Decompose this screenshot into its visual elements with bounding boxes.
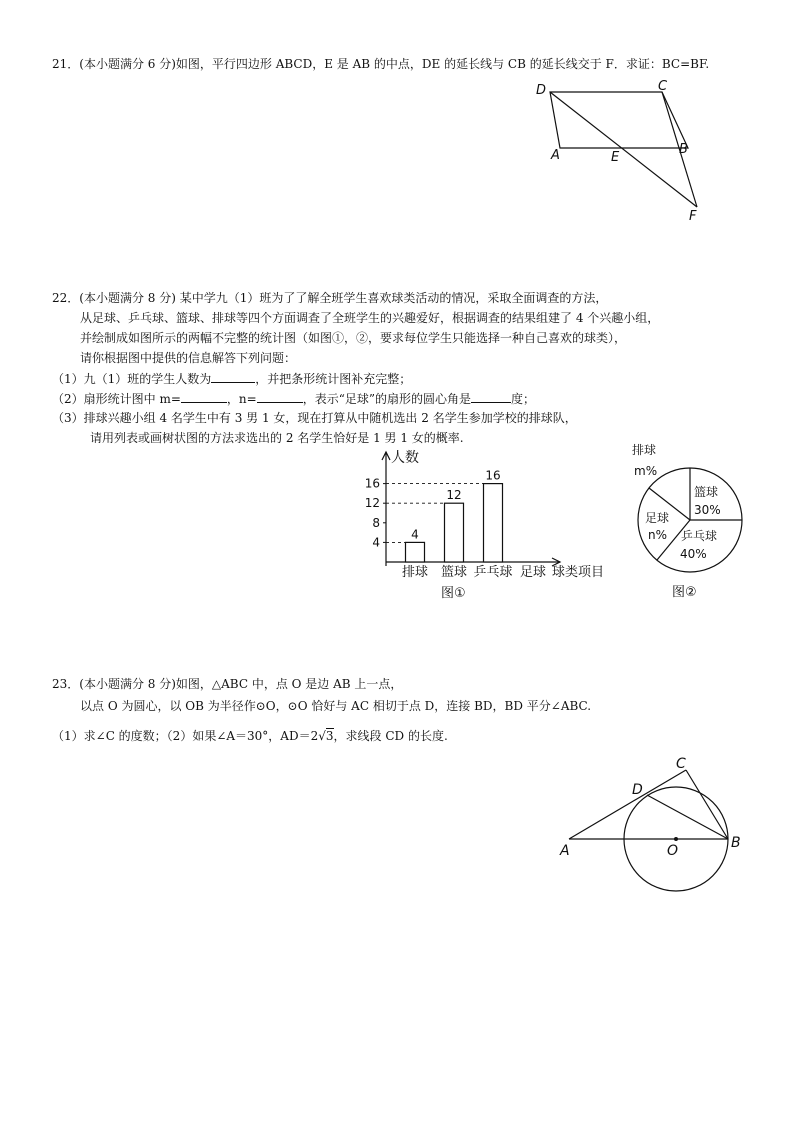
- q23-line-CB: [686, 770, 728, 839]
- bar-category-label-3: 足球: [519, 565, 547, 580]
- bar-ytick-label-16: 16: [364, 476, 380, 491]
- pie-slice-name-pingpong: 乒乓球: [681, 529, 718, 543]
- bar-value-label-0: 4: [411, 527, 419, 542]
- pie-slice-name-football: 足球: [645, 511, 670, 525]
- q23-sub-pre: （1）求∠C 的度数；（2）如果∠A＝30°，AD＝2: [52, 729, 319, 743]
- q23-line-AC: [569, 770, 686, 839]
- q22-sub2-c: ，表示“足球”的扇形的圆心角是: [302, 392, 471, 406]
- q21-label-F: F: [689, 209, 697, 224]
- q23-point-O: [674, 837, 678, 841]
- q22-sub3b: 请用列表或画树状图的方法求选出的 2 名学生恰好是 1 男 1 女的概率.: [90, 431, 464, 445]
- q23-label-B: B: [731, 835, 741, 851]
- q23-line1: 23．(本小题满分 8 分)如图，△ABC 中，点 O 是边 AB 上一点，: [52, 677, 403, 691]
- q22-line3: 并绘制成如图所示的两幅不完整的统计图（如图①，②，要求每位学生只能选择一种自己喜欢的球类），: [80, 331, 627, 345]
- bar-category-label-1: 篮球: [440, 565, 468, 580]
- q23-label-A: A: [560, 843, 570, 859]
- q22-sub2-b: ，n=: [226, 392, 257, 406]
- q21-label-B: B: [679, 142, 688, 157]
- q23-line-DB: [647, 795, 728, 839]
- q22-sub2-a: （2）扇形统计图中 m=: [52, 392, 181, 406]
- bar-ytick-label-12: 12: [364, 496, 380, 511]
- q22-sub3a: （3）排球兴趣小组 4 名学生中有 3 男 1 女，现在打算从中随机选出 2 名学生参加学校的排球队，: [52, 411, 577, 425]
- bar-category-label-0: 排球: [401, 565, 429, 580]
- q21-label-A: A: [551, 148, 560, 163]
- q23-sqrt-arg: 3: [325, 729, 334, 743]
- q22-line4: 请你根据图中提供的信息解答下列问题：: [80, 351, 297, 365]
- q22-sub1-pre: （1）九（1）班的学生人数为: [52, 372, 212, 386]
- pie-slice-name-basketball: 篮球: [694, 485, 719, 499]
- q21-label-D: D: [536, 83, 547, 98]
- q23-label-C: C: [676, 756, 686, 772]
- q21-text: 21．(本小题满分 6 分)如图，平行四边形 ABCD，E 是 AB 的中点，DE 的延长线与 CB 的延长线交于 F．求证：BC=BF.: [52, 57, 710, 71]
- q21-label-E: E: [611, 150, 620, 165]
- bar-ytick-label-8: 8: [372, 515, 380, 530]
- bar-chart-title: 图①: [441, 586, 466, 601]
- q23-line2: 以点 O 为圆心，以 OB 为半径作⊙O，⊙O 恰好与 AC 相切于点 D，连接 BD，BD 平分∠ABC.: [80, 699, 592, 713]
- bar-ytick-label-4: 4: [372, 535, 380, 550]
- bar-ylabel: 人数: [391, 450, 419, 466]
- pie-slice-label-basketball: 30%: [694, 503, 721, 517]
- pie-slice-name-volleyball: 排球: [632, 443, 657, 457]
- bar-category-label-2: 乒乓球: [473, 565, 513, 580]
- bar-value-label-1: 12: [446, 488, 462, 503]
- q23-label-O: O: [667, 843, 679, 859]
- pie-slice-label-volleyball: m%: [634, 464, 658, 478]
- q22-sub2-d: 度；: [510, 392, 535, 406]
- pie-chart-title: 图②: [672, 585, 697, 600]
- pie-slice-label-pingpong: 40%: [680, 547, 707, 561]
- q22-sub1-post: ，并把条形统计图补充完整；: [255, 372, 412, 386]
- q21-label-C: C: [658, 79, 668, 94]
- q22-line1: 22．(本小题满分 8 分) 某中学九（1）班为了了解全班学生喜欢球类活动的情况，采取全面调查的方法，: [52, 291, 608, 305]
- bar-xlabel: 球类项目: [552, 565, 605, 580]
- pie-slice-label-football: n%: [648, 528, 668, 542]
- q23-sub-post: ，求线段 CD 的长度.: [333, 729, 448, 743]
- sqrt-symbol: √: [318, 729, 326, 743]
- q23-label-D: D: [632, 782, 643, 798]
- q22-line2: 从足球、乒乓球、篮球、排球等四个方面调查了全班学生的兴趣爱好，根据调查的结果组建了 4 个兴趣小组，: [80, 311, 660, 325]
- bar-value-label-2: 16: [485, 468, 501, 483]
